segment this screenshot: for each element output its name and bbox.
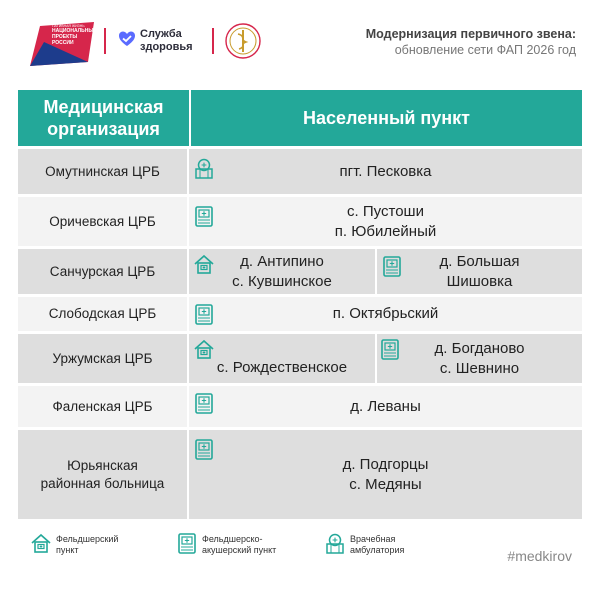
settlement-cell <box>189 249 582 294</box>
np-small-text: ПАТИВНАЯ ЖИЗНЬ <box>52 24 85 28</box>
feldsher-point-icon <box>193 253 215 275</box>
org-cell <box>18 430 189 519</box>
legend-label: Фельдшерско-акушерский пункт <box>202 534 277 555</box>
org-cell: Уржумская ЦРБ <box>18 334 189 383</box>
col-header-organization: Медицинская организация <box>18 90 191 146</box>
feldsher-obstetric-point-icon <box>193 438 215 460</box>
settlement-text: пгт. Песковка <box>339 162 432 180</box>
settlement-text: д. Леваны <box>350 397 421 415</box>
feldsher-point-icon <box>30 532 52 554</box>
settlement-cell <box>189 386 582 427</box>
heart-check-icon <box>118 30 136 48</box>
settlement-text: п. Юбилейный <box>334 222 437 240</box>
legend-label: Врачебная амбулатория <box>350 534 405 555</box>
org-cell: Санчурская ЦРБ <box>18 249 189 294</box>
settlement-text: с. Медяны <box>349 475 422 493</box>
settlement-text: с. Рождественское <box>216 358 348 376</box>
settlement-cell <box>189 197 582 246</box>
feldsher-obstetric-point-icon <box>381 255 403 277</box>
feldsher-obstetric-point-icon <box>193 205 215 227</box>
settlement-text: д. Большая <box>439 252 520 270</box>
feldsher-obstetric-point-icon <box>176 532 198 554</box>
national-projects-logo <box>30 22 97 66</box>
org-text: районная больница <box>40 475 165 491</box>
table-row <box>18 249 582 294</box>
legend-item-fp <box>30 532 126 556</box>
org-cell: Слободская ЦРБ <box>18 297 189 331</box>
ministry-emblem-icon <box>224 22 262 60</box>
settlement-cell <box>189 334 582 383</box>
table-row <box>18 149 582 194</box>
settlement-subcell <box>189 249 377 294</box>
table-row <box>18 386 582 427</box>
header-divider <box>212 28 214 54</box>
settlement-text: Шишовка <box>446 272 513 290</box>
settlement-subcell <box>189 334 377 383</box>
settlement-subcell <box>377 334 582 383</box>
table-row <box>18 197 582 246</box>
fap-table <box>18 90 582 519</box>
settlement-text: с. Кувшинское <box>232 272 332 290</box>
feldsher-obstetric-point-icon <box>379 338 401 360</box>
legend-item-va <box>324 532 430 556</box>
settlement-text: д. Богданово <box>434 339 525 357</box>
medical-ambulatory-icon <box>324 532 346 554</box>
settlement-text: д. Подгорцы <box>342 455 429 473</box>
org-text: Юрьянская <box>67 457 138 473</box>
org-cell: Омутнинская ЦРБ <box>18 149 189 194</box>
settlement-text: с. Шевнино <box>439 359 520 377</box>
sz-line2: здоровья <box>140 41 193 53</box>
page-title <box>366 26 576 58</box>
medical-ambulatory-icon <box>193 157 215 179</box>
header <box>0 0 600 80</box>
settlement-subcell <box>377 249 582 294</box>
title-line1: Модернизация первичного звена: <box>365 27 576 41</box>
org-cell: Фаленская ЦРБ <box>18 386 189 427</box>
legend <box>30 532 590 572</box>
legend-label: Фельдшерский пункт <box>56 534 119 555</box>
header-divider <box>104 28 106 54</box>
legend-item-fap <box>176 532 310 556</box>
org-cell: Оричевская ЦРБ <box>18 197 189 246</box>
table-row <box>18 334 582 383</box>
table-header <box>18 90 582 146</box>
col-header-settlement: Населенный пункт <box>302 107 470 128</box>
settlement-cell <box>189 149 582 194</box>
settlement-cell <box>189 430 582 519</box>
settlement-cell <box>189 297 582 331</box>
settlement-text: с. Пустоши <box>347 202 424 220</box>
np-logo-text: НАЦИОНАЛЬНЫЕ ПРОЕКТЫ РОССИИ <box>52 28 97 46</box>
feldsher-obstetric-point-icon <box>193 392 215 414</box>
sz-line1: Служба <box>140 28 182 40</box>
settlement-text: д. Антипино <box>240 252 324 270</box>
table-row <box>18 297 582 331</box>
title-line2: обновление сети ФАП 2026 год <box>394 43 576 57</box>
table-row <box>18 430 582 519</box>
settlement-text: п. Октябрьский <box>332 305 439 322</box>
feldsher-obstetric-point-icon <box>193 303 215 325</box>
sluzhba-zdorovya-logo <box>118 28 214 56</box>
feldsher-point-icon <box>193 338 215 360</box>
hashtag[interactable]: #medkirov <box>507 548 572 564</box>
